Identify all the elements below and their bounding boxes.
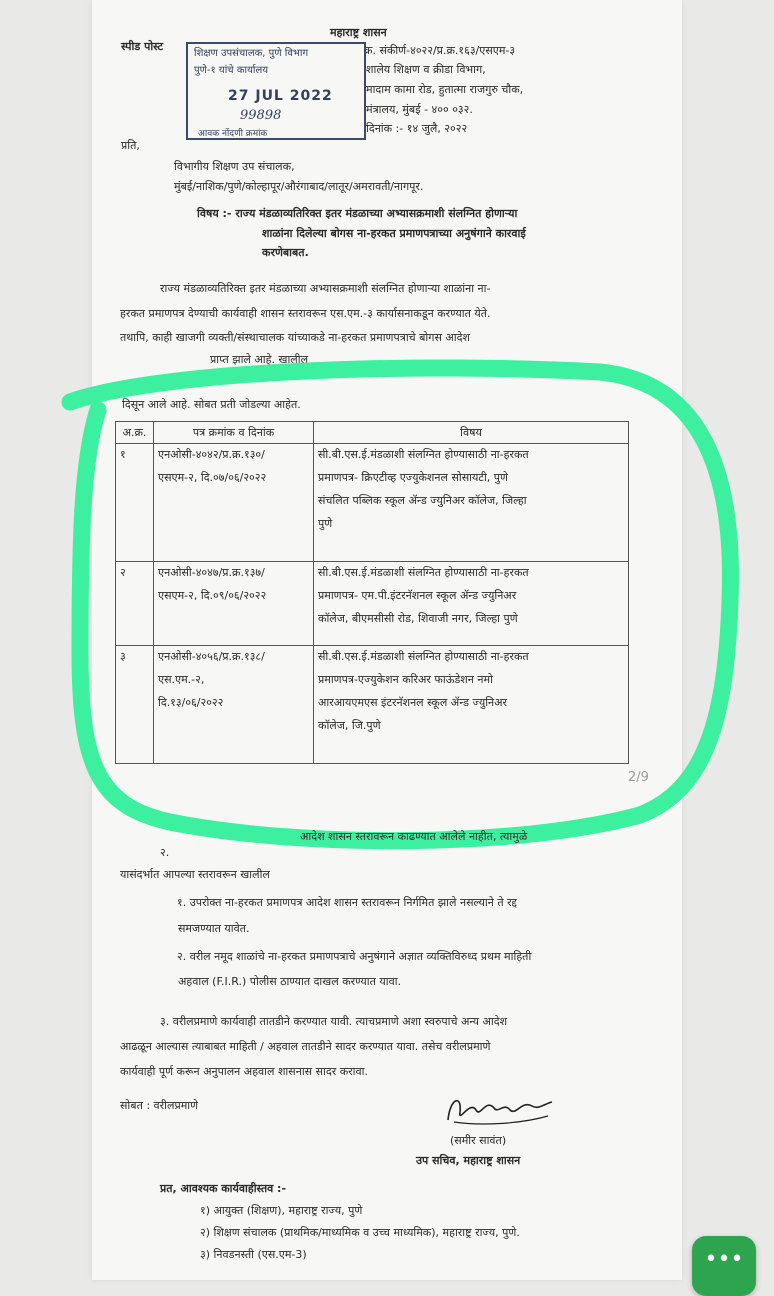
- table-header-row: [116, 422, 629, 444]
- address-line-2: मंत्रालय, मुंबई - ४०० ०३२.: [366, 103, 473, 116]
- col-header-subject: विषय: [314, 422, 629, 444]
- copy-heading: प्रत, आवश्यक कार्यवाहीस्तव :-: [160, 1182, 287, 1195]
- cell-reference: एनओसी-४०५६/प्र.क्र.१३८/ एस.एम.-२, दि.१३/०६/२०२२: [154, 646, 314, 764]
- stamp-office-line-2: पुणे-१ यांचे कार्यालय: [194, 65, 269, 76]
- item-1-line-1: १. उपरोक्त ना-हरकत प्रमाणपत्र आदेश शासन स्तरावरून निर्गमित झाले नसल्याने ते रद्द: [177, 896, 517, 909]
- handwritten-signature: [440, 1090, 560, 1130]
- letter-date: दिनांक :- १४ जुलै, २०२२: [366, 122, 468, 135]
- body-line-4: प्राप्त झाले आहे. खालील: [210, 353, 309, 366]
- signatory-name: (समीर सावंत): [450, 1134, 507, 1147]
- inward-stamp: [186, 42, 366, 140]
- item-1-line-2: समजण्यात यावेत.: [178, 922, 250, 935]
- copy-item: ३) निवडनस्ती (एस.एम-3): [200, 1248, 307, 1261]
- stamp-office-line: शिक्षण उपसंचालक, पुणे विभाग: [194, 48, 309, 59]
- table-row: [116, 646, 629, 764]
- cell-serial: २: [116, 562, 154, 646]
- para-3-line-1: ३. वरीलप्रमाणे कार्यवाही तातडीने करण्यात यावी. त्याचप्रमाणे अशा स्वरुपाचे अन्य आदेश: [160, 1015, 508, 1028]
- recipient-line-2: मुंबई/नाशिक/पुणे/कोल्हापूर/औरंगाबाद/लातूर/अमरावती/नागपूर.: [174, 180, 424, 193]
- subject-line-3: करणेबाबत.: [262, 246, 309, 259]
- col-header-serial: अ.क्र.: [116, 422, 154, 444]
- govt-title: महाराष्ट्र शासन: [330, 26, 387, 39]
- copy-item: २) शिक्षण संचालक (प्राथमिक/माध्यमिक व उच्च माध्यमिक), महाराष्ट्र राज्य, पुणे.: [200, 1226, 520, 1239]
- cell-subject: सी.बी.एस.ई.मंडळाशी संलग्नित होण्यासाठी ना-हरकत प्रमाणपत्र- एम.पी.इंटरनॅशनल स्कूल ॲन्ड ज्युनिअर कॉलेज, बीएमसीसी रोड, शिवाजी नगर, जिल्हा पुणे: [314, 562, 629, 646]
- para-2-line: यासंदर्भात आपल्या स्तरावरून खालील: [120, 868, 270, 881]
- speed-post-label: स्पीड पोस्ट: [121, 40, 164, 53]
- para-2-number: २.: [160, 846, 170, 859]
- recipient-line-1: विभागीय शिक्षण उप संचालक,: [174, 160, 295, 173]
- body-line-2: हरकत प्रमाणपत्र देण्याची कार्यवाही शासन स्तरावरून एस.एम.-३ कार्यासनाकडून करण्यात येते.: [120, 307, 491, 320]
- page-indicator: 2/9: [628, 770, 649, 785]
- item-2-line-1: २. वरील नमूद शाळांचे ना-हरकत प्रमाणपत्राचे अनुषंगाने अज्ञात व्यक्तिविरुध्द प्रथम माहिती: [177, 950, 532, 963]
- cell-reference: एनओसी-४०४७/प्र.क्र.१३७/ एसएम-२, दि.०९/०६/२०२२: [154, 562, 314, 646]
- col-header-reference: पत्र क्रमांक व दिनांक: [154, 422, 314, 444]
- item-2-line-2: अहवाल (F.I.R.) पोलीस ठाण्यात दाखल करण्यात यावा.: [178, 975, 402, 988]
- enclosure-label: सोबत : वरीलप्रमाणे: [120, 1099, 199, 1112]
- cell-serial: ३: [116, 646, 154, 764]
- body-line-3: तथापि, काही खाजगी व्यक्ती/संस्थाचालक यांच्याकडे ना-हरकत प्रमाणपत्राचे बोगस आदेश: [120, 331, 470, 344]
- stamp-date: 27 JUL 2022: [228, 88, 333, 104]
- department-name: शालेय शिक्षण व क्रीडा विभाग,: [366, 63, 486, 76]
- address-line-1: मादाम कामा रोड, हुतात्मा राजगुरु चौक,: [366, 83, 524, 96]
- copy-item: १) आयुक्त (शिक्षण), महाराष्ट्र राज्य, पुणे: [200, 1204, 363, 1217]
- para-3-line-3: कार्यवाही पूर्ण करून अनुपालन अहवाल शासनास सादर करावा.: [120, 1065, 368, 1078]
- stamp-number: 99898: [240, 108, 282, 123]
- subject-line-2: शाळांना दिलेल्या बोगस ना-हरकत प्रमाणपत्राच्या अनुषंगाने कारवाई: [262, 227, 526, 240]
- cell-serial: १: [116, 444, 154, 562]
- signatory-title: उप सचिव, महाराष्ट्र शासन: [416, 1154, 521, 1167]
- stamp-label: आवक नोंदणी क्रमांक: [198, 129, 268, 139]
- body-line-1: राज्य मंडळाव्यतिरिक्त इतर मंडळाच्या अभ्यासक्रमाशी संलग्नित होणाऱ्या शाळांना ना-: [160, 282, 491, 295]
- table-row: [116, 444, 629, 562]
- para-2-tail: आदेश शासन स्तरावरून काढण्यात आलेले नाहीत, त्यामुळे: [300, 830, 528, 843]
- subject-line-1: विषय :- राज्य मंडळाव्यतिरिक्त इतर मंडळाच्या अभ्यासक्रमाशी संलग्नित होणाऱ्या: [197, 207, 518, 220]
- prati-label: प्रति,: [121, 139, 140, 152]
- letters-table: [115, 421, 629, 764]
- reference-number: क्र. संकीर्ण-४०२२/प्र.क्र.१६३/एसएम-३: [364, 44, 516, 57]
- body-line-5: दिसून आले आहे. सोबत प्रती जोडल्या आहेत.: [122, 398, 301, 411]
- table-row: [116, 562, 629, 646]
- cell-subject: सी.बी.एस.ई.मंडळाशी संलग्नित होण्यासाठी ना-हरकत प्रमाणपत्र-एज्युकेशन करिअर फाऊंडेशन नमो आरआयएमएस इंटरनॅशनल स्कूल ॲन्ड ज्युनिअर कॉलेज, जि.पुणे: [314, 646, 629, 764]
- more-dots-icon: •••: [704, 1247, 744, 1272]
- cell-reference: एनओसी-४०४२/प्र.क्र.१३०/ एसएम-२, दि.०७/०६/२०२२: [154, 444, 314, 562]
- para-3-line-2: आढळून आल्यास त्याबाबत माहिती / अहवाल तातडीने सादर करण्यात यावा. तसेच वरीलप्रमाणे: [120, 1040, 491, 1053]
- more-options-button[interactable]: [692, 1236, 756, 1296]
- cell-subject: सी.बी.एस.ई.मंडळाशी संलग्नित होण्यासाठी ना-हरकत प्रमाणपत्र- क्रिएटीव्ह एज्युकेशनल सोसायटी, पुणे संचलित पब्लिक स्कूल ॲन्ड ज्युनिअर कॉलेज, जिल्हा पुणे: [314, 444, 629, 562]
